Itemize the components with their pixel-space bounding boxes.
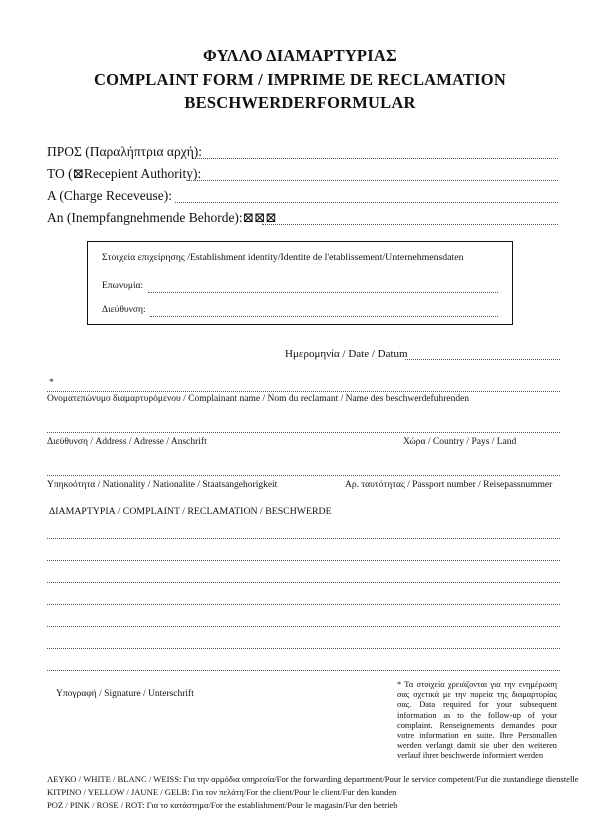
complaint-line-2[interactable] — [47, 560, 560, 561]
complaint-heading: ΔΙΑΜΑΡΤΥΡΙΑ / COMPLAINT / RECLAMATION / BESCHWERDE — [49, 506, 332, 517]
form-title-greek: ΦΥΛΛΟ ΔΙΑΜΑΡΤΥΡΙΑΣ — [203, 46, 397, 65]
establishment-address-field[interactable] — [150, 316, 498, 317]
establishment-address-label: Διεύθυνση: — [102, 305, 146, 315]
recipient-label-french: A (Charge Receveuse): — [47, 188, 172, 203]
copy-pink-note: ΡΟΖ / PINK / ROSE / ROT: Για το κατάστημα/For the establishment/Pour le magasin/Fur den betrieb — [47, 800, 398, 810]
date-field[interactable] — [405, 359, 560, 360]
recipient-field-french[interactable] — [175, 202, 558, 203]
complainant-nationality-label: Υπηκοότητα / Nationality / Nationalite / Staatsangehorigkeit — [47, 480, 278, 490]
complaint-line-4[interactable] — [47, 604, 560, 605]
form-title-german: BESCHWERDERFORMULAR — [184, 93, 416, 112]
establishment-header: Στοιχεία επιχείρησης /Establishment identity/Identite de l'etablissement/Unternehmensdaten — [102, 252, 464, 263]
footnote-text: * Τα στοιχεία χρειάζονται για την ενημέρωση σας σχετικά με την πορεία της διαμαρτυρίας σας. Data required for your subsequent information as to the follow-up of your complaint. Renseignements demandes pour votre information en suite. Ihre Personallen werden verlangt damit sie uber den weiteren verlauf ihrer beschwerde informiert werden — [397, 680, 557, 761]
recipient-label-greek: ΠΡΟΣ (Παραλήπτρια αρχή): — [47, 144, 203, 159]
required-asterisk: * — [49, 378, 54, 388]
recipient-label-german: An (Inempfangnehmende Behorde):⊠⊠⊠ — [47, 210, 277, 225]
complaint-line-3[interactable] — [47, 582, 560, 583]
complaint-line-7[interactable] — [47, 670, 560, 671]
establishment-name-label: Επωνυμία: — [102, 281, 144, 291]
complaint-line-5[interactable] — [47, 626, 560, 627]
complainant-nationality-passport-field[interactable] — [47, 475, 560, 476]
complainant-country-label: Χώρα / Country / Pays / Land — [403, 437, 517, 447]
signature-label: Υπογραφή / Signature / Unterschrift — [56, 689, 194, 699]
complainant-passport-label: Αρ. ταυτότητας / Passport number / Reisepassnummer — [345, 480, 553, 490]
recipient-field-greek[interactable] — [193, 158, 558, 159]
complaint-line-6[interactable] — [47, 648, 560, 649]
complaint-line-1[interactable] — [47, 538, 560, 539]
recipient-field-english[interactable] — [189, 180, 558, 181]
complainant-name-label: Ονοματεπώνυμο διαμαρτυρόμενου / Complainant name / Nom du reclamant / Name des beschwerdefuhrenden — [47, 394, 470, 404]
recipient-label-english: TO (⊠Recepient Authority): — [47, 166, 202, 181]
recipient-field-german[interactable] — [262, 224, 558, 225]
establishment-name-field[interactable] — [148, 292, 498, 293]
complainant-address-field[interactable] — [47, 432, 560, 433]
date-label: Ημερομηνία / Date / Datum — [285, 348, 408, 360]
copy-yellow-note: ΚΙΤΡΙΝΟ / YELLOW / JAUNE / GELB: Για τον πελάτη/For the client/Pour le client/Fur den kunden — [47, 787, 397, 797]
complainant-name-field[interactable] — [47, 391, 560, 392]
complainant-address-label: Διεύθυνση / Address / Adresse / Anschrift — [47, 437, 207, 447]
form-title-english-french: COMPLAINT FORM / IMPRIME DE RECLAMATION — [94, 70, 506, 89]
copy-white-note: ΛΕΥΚΟ / WHITE / BLANC / WEISS: Για την αρμόδια υπηρεσία/For the forwarding department/Pour le service competent/Fur die zustandiege dienstelle — [47, 774, 579, 784]
